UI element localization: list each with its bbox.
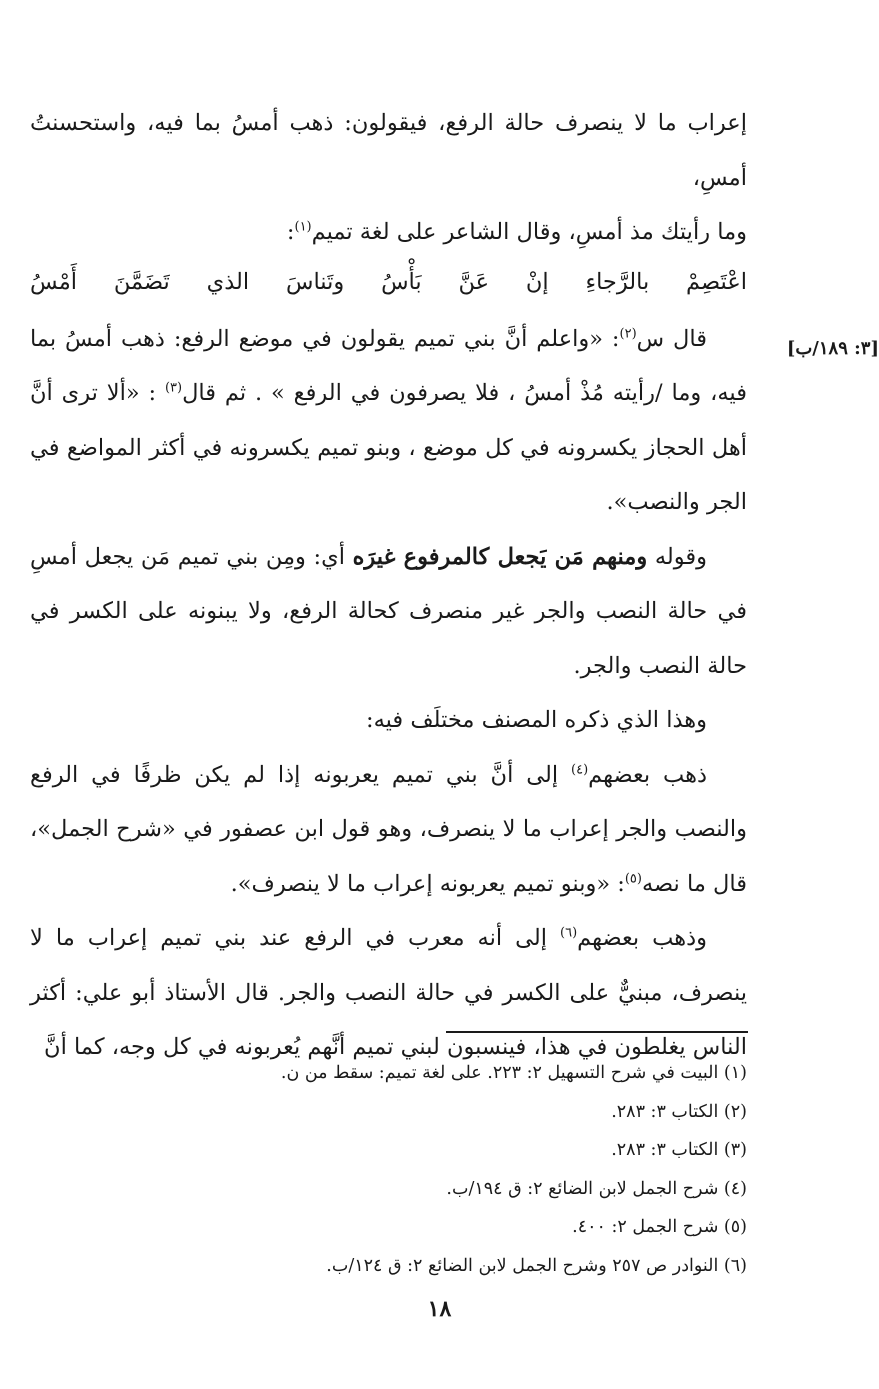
text-line: وما رأيتك مذ أمسِ، وقال الشاعر على لغة تميم$^{(١)}$: (286, 219, 747, 245)
footnote-item: (٣) الكتاب ٣: ٢٨٣. (611, 1140, 747, 1160)
paragraph-commentary: وقوله ومنهم مَن يَجعل كالمرفوع غيرَه أي: ومِن بني تميم مَن يجعل أمسِ في حالة النصب والجر غير منصرف كحالة الرفع، ولا يبنونه على الكسر في حالة النصب والجر. (30, 543, 747, 679)
footnote-ref: (٢) (619, 326, 637, 341)
paragraph-second-opinion: وذهب بعضهم$^{(٦)}$ إلى أنه معرب في الرفع عند بني تميم إعراب ما لا ينصرف، مبنيٌّ على الكسر في حالة النصب والجر. قال الأستاذ أبو علي: أكثر الناس يغلطون في هذا، فينسبون لبني تميم أنَّهم يُعربونه في كل وجه، كما أنَّ (30, 925, 747, 1060)
paragraph-dispute: وهذا الذي ذكره المصنف مختلَف فيه: (365, 707, 707, 733)
poetry-verse (30, 260, 747, 304)
text-line: إعراب ما لا ينصرف حالة الرفع، فيقولون: ذهب أمسُ بما فيه، واستحسنتُ أمسِ، (30, 110, 747, 191)
verse-word: الذي (206, 268, 250, 295)
verse-word: أَمْسُ (30, 268, 78, 295)
quoted-matn: ومنهم مَن يَجعل كالمرفوع غيرَه (352, 543, 648, 570)
verse-word: بالرَّجاءِ (585, 268, 650, 295)
main-text (30, 96, 747, 1075)
manuscript-folio-marker: [٣: ١٨٩/ب] (786, 338, 879, 359)
paragraph-first-opinion: ذهب بعضهم$^{(٤)}$ إلى أنَّ بني تميم يعربونه إذا لم يكن ظرفًا في الرفع والنصب والجر إعراب ما لا ينصرف، وهو قول ابن عصفور في «شرح الجمل»، قال ما نصه$^{(٥)}$: «وبنو تميم يعربونه إعراب ما لا ينصرف». (30, 761, 747, 897)
footnote-ref: (٥) (624, 871, 642, 886)
footnote-ref: (٣) (164, 380, 183, 396)
page-number: ١٨ (427, 1296, 452, 1322)
footnote-divider (446, 1031, 748, 1033)
footnotes (30, 1054, 747, 1285)
verse-word: إنْ (525, 268, 549, 295)
footnote-item: (٥) شرح الجمل ٢: ٤٠٠. (572, 1217, 747, 1237)
verse-word: بَأْسُ (381, 268, 422, 295)
verse-word: اعْتَصِمْ (686, 268, 747, 295)
footnote-item: (٦) النوادر ص ٢٥٧ وشرح الجمل لابن الضائع ٢: ق ١٢٤/ب. (326, 1255, 747, 1276)
footnote-item: (٤) شرح الجمل لابن الضائع ٢: ق ١٩٤/ب. (446, 1178, 747, 1199)
footnote-item: (١) البيت في شرح التسهيل ٢: ٢٢٣. على لغة تميم: سقط من ن. (280, 1063, 747, 1083)
footnote-ref: (٤) (571, 762, 589, 777)
verse-word: عَنَّ (458, 268, 490, 295)
footnote-ref: (١) (294, 219, 312, 235)
footnote-item: (٢) الكتاب ٣: ٢٨٣. (611, 1101, 747, 1122)
footnote-ref: (٦) (560, 925, 578, 941)
verse-word: تَضَمَّنَ (113, 268, 170, 295)
verse-word: وتَناسَ (285, 268, 345, 295)
paragraph-sibawayh-quote: قال س$^{(٢)}$: «واعلم أنَّ بني تميم يقولون في موضع الرفع: ذهب أمسُ بما فيه، وما /رأيته مُذْ أمسُ ، فلا يصرفون في الرفع » . ثم قال$^{(٣)}$ : «ألا ترى أنَّ أهل الحجاز يكسرونه في كل موضع ، وبنو تميم يكسرونه في أكثر المواضع في الجر والنصب». (30, 325, 747, 515)
